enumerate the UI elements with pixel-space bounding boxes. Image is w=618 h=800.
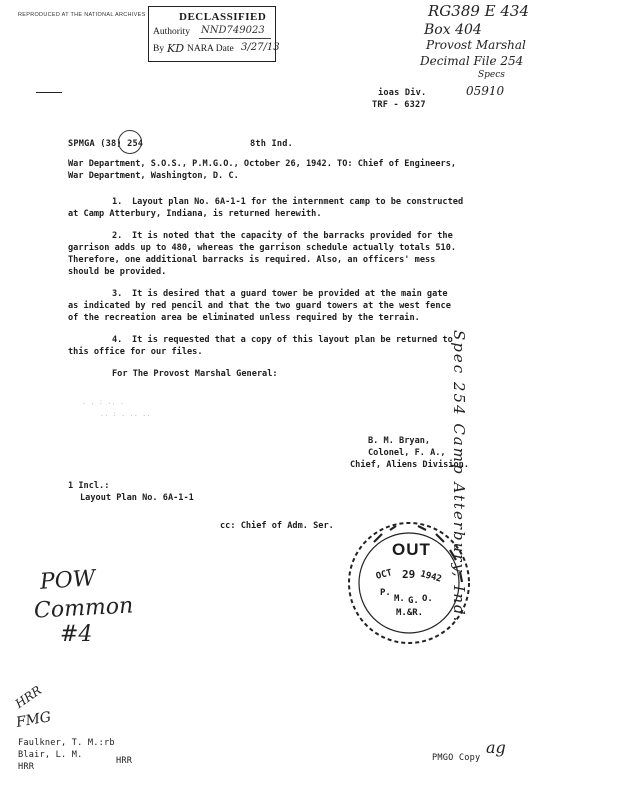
indorsement: 8th Ind. xyxy=(250,139,293,149)
initials-scribble: FMG xyxy=(14,709,53,731)
initials-line-2: Blair, L. M. xyxy=(18,750,83,760)
stamp-year: 1942 xyxy=(419,569,443,585)
para-1-line-1: Layout plan No. 6A-1-1 for the internment camp to be constructed xyxy=(132,197,464,207)
inclosure-item: Layout Plan No. 6A-1-1 xyxy=(80,493,194,503)
para-3-number: 3. xyxy=(112,289,123,299)
division-label: ioas Div. xyxy=(378,88,427,98)
para-2-line-3: Therefore, one additional barracks is required. Also, an officers' mess xyxy=(68,255,436,265)
initials-line-3: HRR xyxy=(18,762,35,772)
para-3-line-2: as indicated by red pencil and that the two guard towers at the west fence xyxy=(68,301,451,311)
declassified-title: DECLASSIFIED xyxy=(179,11,267,23)
para-3-line-3: of the recreation area be eliminated unless required by the terrain. xyxy=(68,313,420,323)
para-4-number: 4. xyxy=(112,335,123,345)
para-3-line-1: It is desired that a guard tower be provided at the main gate xyxy=(132,289,448,299)
signature-name: B. M. Bryan, xyxy=(368,436,431,446)
initials-right: HRR xyxy=(116,756,133,766)
hand-ref-line-2: Box 404 xyxy=(424,22,482,38)
para-1-number: 1. xyxy=(112,197,123,207)
file-ref: SPMGA (38) 254 xyxy=(68,139,144,149)
dash-mark xyxy=(36,92,62,93)
inclosure-label: 1 Incl.: xyxy=(68,481,110,491)
vertical-margin-note: Spec 254 Camp Atterbury, Ind. xyxy=(450,330,468,624)
nara-date-label: NARA Date xyxy=(187,44,234,54)
para-4-line-2: this office for our files. xyxy=(68,347,203,357)
file-ref-circle xyxy=(118,130,142,154)
stamp-month: OCT xyxy=(374,568,394,582)
signature-rank: Colonel, F. A., xyxy=(368,448,446,458)
hand-ref-line-4: Decimal File 254 xyxy=(420,54,524,68)
authority-value: NND749023 xyxy=(201,25,265,36)
hand-ref-line-3: Provost Marshal xyxy=(426,38,526,52)
by-label: By xyxy=(153,44,165,54)
stamp-agency-3: G. xyxy=(408,596,419,606)
stamp-agency-2: M. xyxy=(394,594,405,604)
stamp-agency-4: O. xyxy=(422,594,433,604)
pow-note-line-3: #4 xyxy=(60,622,93,647)
address-line-1: War Department, S.O.S., P.M.G.O., October 26, 1942. TO: Chief of Engineers, xyxy=(68,159,457,169)
hand-ref-line-6: 05910 xyxy=(466,84,505,98)
hand-ref-line-5: Specs xyxy=(478,70,505,80)
stamp-agency-1: P. xyxy=(380,588,391,598)
reproduction-notice: REPRODUCED AT THE NATIONAL ARCHIVES xyxy=(18,12,146,18)
para-2-number: 2. xyxy=(112,231,123,241)
para-2-line-2: garrison adds up to 480, whereas the garrison schedule actually totals 510. xyxy=(68,243,457,253)
authority-underline xyxy=(199,38,271,39)
signature-title: Chief, Aliens Division. xyxy=(350,460,469,470)
para-4-line-1: It is requested that a copy of this layout plan be returned to xyxy=(132,335,453,345)
pow-note-line-1: POW xyxy=(39,566,97,595)
para-2-line-1: It is noted that the capacity of the barracks provided for the xyxy=(132,231,453,241)
bleed-through-mark-2: .. : . .. .. xyxy=(100,410,151,418)
stamp-out-text: OUT xyxy=(392,540,431,559)
nara-date-value: 3/27/13 xyxy=(241,42,280,53)
initials-line-1: Faulkner, T. M.:rb xyxy=(18,738,115,748)
authority-label: Authority xyxy=(153,27,190,37)
ref-number: TRF - 6327 xyxy=(372,100,426,110)
bottom-scribble: HRR xyxy=(12,683,44,711)
cc-line: cc: Chief of Adm. Ser. xyxy=(220,521,334,531)
copy-initials-scribble: ag xyxy=(486,738,506,757)
para-2-line-4: should be provided. xyxy=(68,267,167,277)
address-line-2: War Department, Washington, D. C. xyxy=(68,171,239,181)
hand-ref-line-1: RG389 E 434 xyxy=(428,2,530,20)
by-value: KD xyxy=(167,42,185,55)
copy-label: PMGO Copy xyxy=(432,753,481,763)
declassified-stamp xyxy=(148,6,280,62)
stamp-day: 29 xyxy=(402,568,416,581)
pow-note-line-2: Common xyxy=(33,593,134,624)
para-1-line-2: at Camp Atterbury, Indiana, is returned herewith. xyxy=(68,209,322,219)
stamp-agency-5: M.&R. xyxy=(396,608,424,618)
bleed-through-mark-1: . . : .. . xyxy=(82,398,125,406)
closing-line: For The Provost Marshal General: xyxy=(112,369,278,379)
